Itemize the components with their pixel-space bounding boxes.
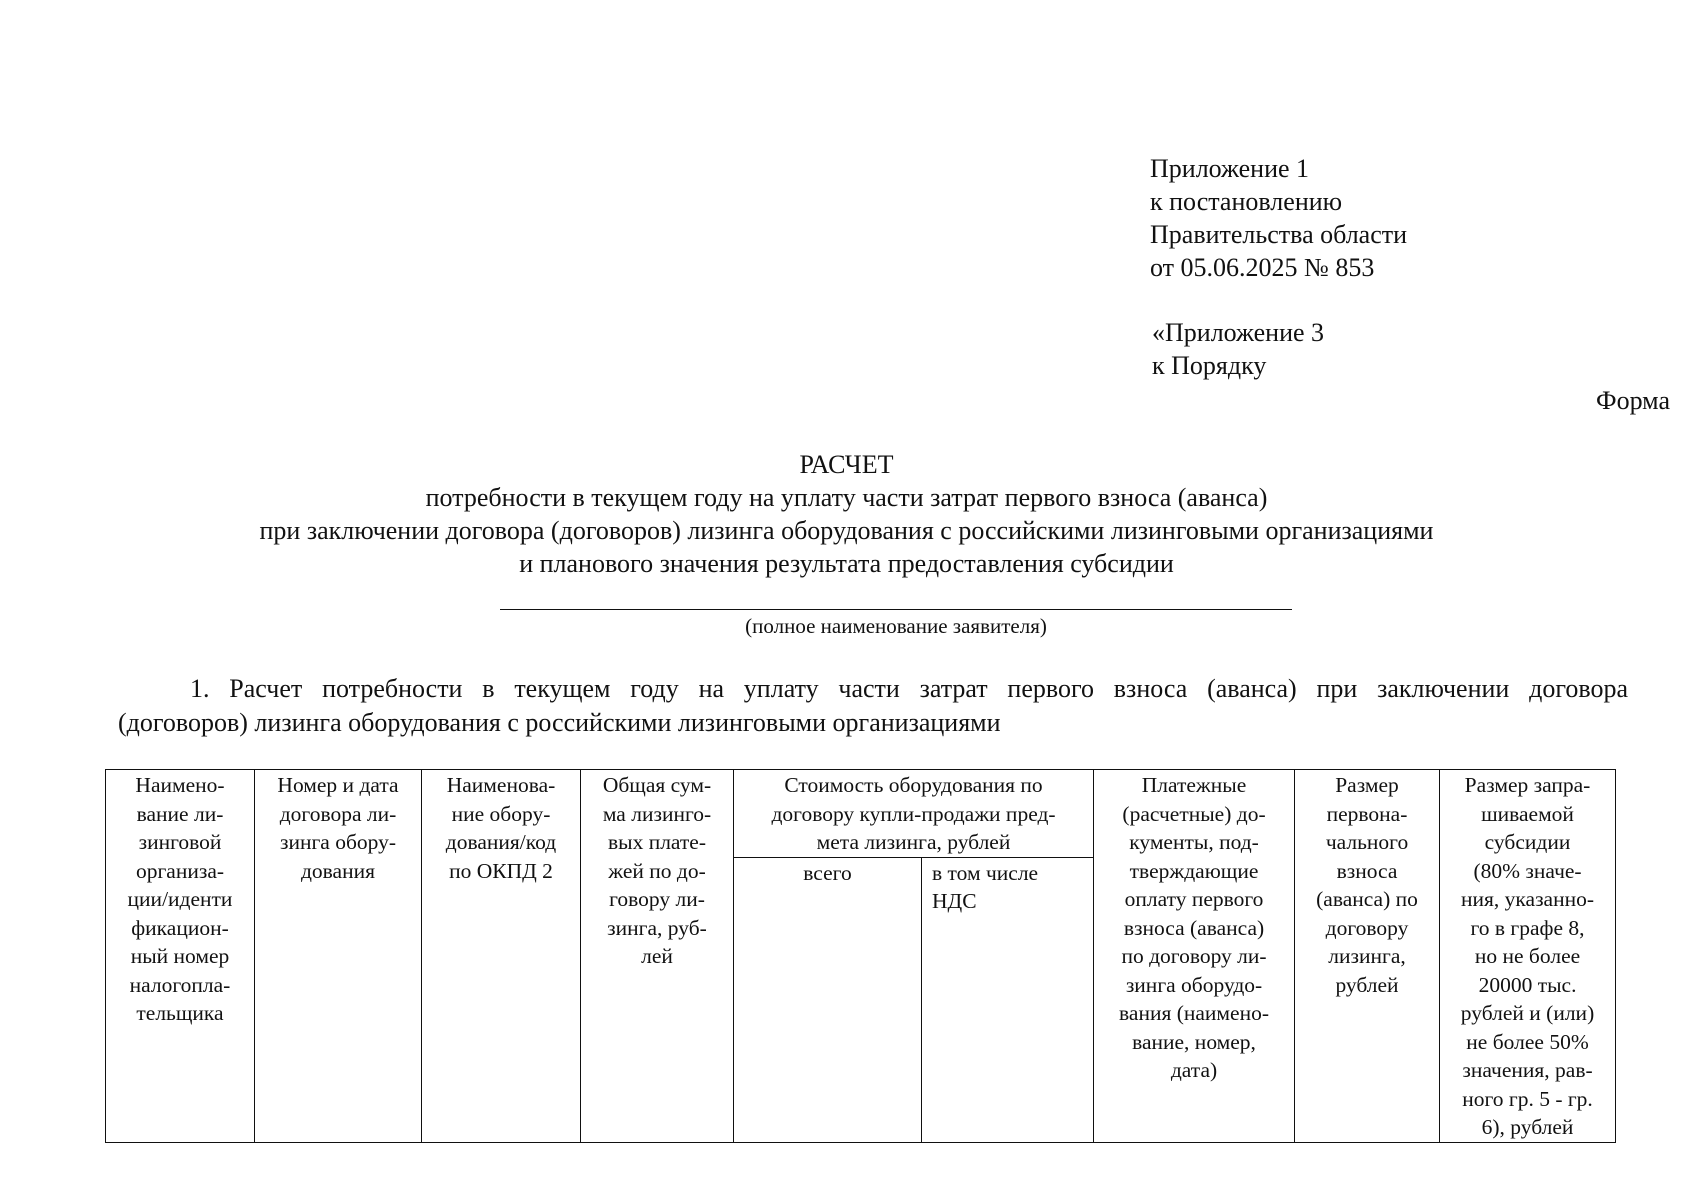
title-line: и планового значения результата предоставления субсидии	[519, 549, 1174, 578]
header-cell-contract-number	[255, 770, 422, 1143]
header-cell-cost-vat	[922, 857, 1094, 1142]
header-cell-text: Наимено- вание ли- зинговой организа- ции/иденти фикацион- ный номер налогопла- тельщика	[127, 773, 233, 1025]
appendix-line: Приложение 1	[1150, 154, 1310, 183]
appendix-order-line: к Порядку	[1152, 351, 1267, 380]
header-cell-leasing-organization	[106, 770, 255, 1143]
appendix-reference	[1150, 152, 1407, 284]
header-cell-requested-subsidy	[1440, 770, 1616, 1143]
header-cell-text: Общая сум- ма лизинго- вых плате- жей по до- говору ли- зинга, руб- лей	[602, 773, 712, 968]
section-1-line: (договоров) лизинга оборудования с российскими лизинговыми организациями	[118, 708, 1001, 737]
section-1-line: 1. Расчет потребности в текущем году на уплату части затрат первого взноса (аванса) при заключении договора	[190, 674, 1628, 703]
appendix-order-line: «Приложение 3	[1152, 318, 1325, 347]
title-line: потребности в текущем году на уплату части затрат первого взноса (аванса)	[425, 483, 1268, 512]
appendix-line: Правительства области	[1150, 220, 1408, 249]
title-main: РАСЧЕТ	[799, 450, 894, 479]
header-cell-payment-documents	[1094, 770, 1295, 1143]
header-cell-text: всего	[803, 860, 852, 885]
header-cell-text: Размер первона- чального взноса (аванса) по договору лизинга, рублей	[1316, 773, 1418, 997]
applicant-name-caption: (полное наименование заявителя)	[745, 614, 1047, 638]
header-cell-text: Наименова- ние обору- дования/код по ОКПД 2	[445, 773, 557, 883]
calculation-table	[105, 769, 1616, 1143]
header-cell-text: Размер запра- шиваемой субсидии (80% значе- ния, указанно- го в графе 8, но не более 20000 тыс. рублей и (или) не более 50% значения, рав- ного гр. 5 - гр. 6), рублей	[1460, 773, 1595, 1139]
header-cell-text: Платежные (расчетные) до- кументы, под- тверждающие оплату первого взноса (аванса) по договору ли- зинга оборудо- вания (наимено- вание, номер, дата)	[1119, 773, 1269, 1082]
header-cell-total-payments	[581, 770, 734, 1143]
document-title	[0, 448, 1693, 580]
section-1-paragraph	[118, 672, 1628, 740]
applicant-name-field[interactable]	[500, 609, 1292, 610]
header-cell-initial-payment	[1295, 770, 1440, 1143]
header-cell-cost-total	[734, 857, 922, 1142]
header-cell-text: Стоимость оборудования по договору купли-продажи пред- мета лизинга, рублей	[771, 773, 1056, 854]
header-cell-text: в том числе НДС	[932, 860, 1039, 913]
appendix-order-reference	[1152, 316, 1324, 382]
header-cell-equipment-name	[422, 770, 581, 1143]
appendix-line: к постановлению	[1150, 187, 1343, 216]
form-label: Форма	[1596, 386, 1670, 415]
header-cell-equipment-cost	[734, 770, 1094, 858]
title-line: при заключении договора (договоров) лизинга оборудования с российскими лизинговыми организациями	[259, 516, 1434, 545]
appendix-line: от 05.06.2025 № 853	[1150, 253, 1375, 282]
header-cell-text: Номер и дата договора ли- зинга обору- дования	[277, 773, 399, 883]
